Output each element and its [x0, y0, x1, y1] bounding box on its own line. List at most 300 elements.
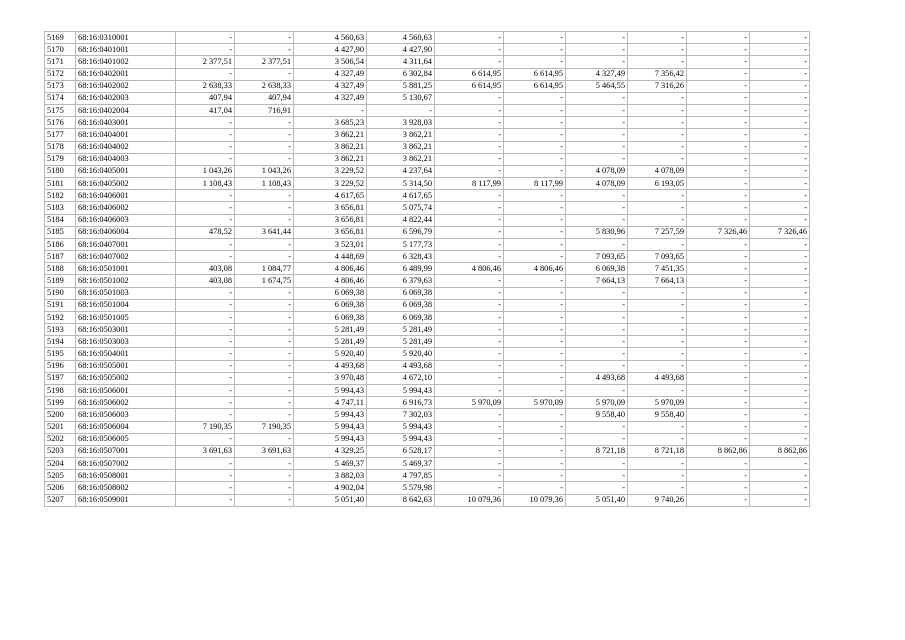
value-cell: - [435, 336, 504, 348]
value-cell: - [687, 263, 750, 275]
value-cell: 4 427,90 [367, 44, 435, 56]
value-cell: - [687, 458, 750, 470]
value-cell: - [750, 299, 810, 311]
value-cell: - [176, 372, 235, 384]
value-cell: - [176, 397, 235, 409]
value-cell: - [435, 117, 504, 129]
value-cell: - [687, 311, 750, 323]
table-row [45, 458, 810, 470]
value-cell: - [504, 445, 566, 457]
value-cell: 7 316,26 [628, 80, 687, 92]
value-cell: - [176, 324, 235, 336]
value-cell: - [235, 141, 294, 153]
cadastral-code-cell: 68:16:0310001 [76, 32, 176, 44]
value-cell: - [628, 92, 687, 104]
cadastral-code-cell: 68:16:0504001 [76, 348, 176, 360]
value-cell: - [750, 238, 810, 250]
table-row [45, 226, 810, 238]
cadastral-code-cell: 68:16:0508001 [76, 470, 176, 482]
value-cell: - [687, 32, 750, 44]
value-cell: - [504, 251, 566, 263]
value-cell: 10 079,36 [504, 494, 566, 506]
value-cell: - [750, 360, 810, 372]
value-cell: 4 327,49 [566, 68, 628, 80]
value-cell: - [628, 311, 687, 323]
value-cell: - [176, 44, 235, 56]
value-cell: - [176, 287, 235, 299]
value-cell: 4 806,46 [435, 263, 504, 275]
value-cell: - [294, 105, 367, 117]
value-cell: - [504, 360, 566, 372]
value-cell: - [435, 226, 504, 238]
value-cell: - [435, 372, 504, 384]
value-cell: - [176, 494, 235, 506]
value-cell: - [566, 153, 628, 165]
value-cell: - [628, 360, 687, 372]
value-cell: - [504, 165, 566, 177]
value-cell: - [176, 117, 235, 129]
value-cell: - [750, 494, 810, 506]
row-number-cell: 5203 [45, 445, 76, 457]
value-cell: 8 117,99 [504, 178, 566, 190]
value-cell: - [628, 105, 687, 117]
value-cell: - [435, 165, 504, 177]
value-cell: 5 994,43 [367, 433, 435, 445]
row-number-cell: 5185 [45, 226, 76, 238]
value-cell: - [750, 44, 810, 56]
value-cell: - [687, 165, 750, 177]
row-number-cell: 5184 [45, 214, 76, 226]
value-cell: - [235, 494, 294, 506]
value-cell: - [566, 287, 628, 299]
value-cell: 4 493,68 [628, 372, 687, 384]
value-cell: 4 822,44 [367, 214, 435, 226]
cadastral-code-cell: 68:16:0406002 [76, 202, 176, 214]
row-number-cell: 5183 [45, 202, 76, 214]
value-cell: 1 108,43 [176, 178, 235, 190]
value-cell: 5 970,09 [566, 397, 628, 409]
table-row [45, 68, 810, 80]
table-row [45, 324, 810, 336]
value-cell: - [504, 433, 566, 445]
value-cell: 4 493,68 [566, 372, 628, 384]
row-number-cell: 5190 [45, 287, 76, 299]
value-cell: - [176, 482, 235, 494]
table-row [45, 482, 810, 494]
value-cell: 3 506,54 [294, 56, 367, 68]
value-cell: - [235, 458, 294, 470]
value-cell: 3 656,81 [294, 202, 367, 214]
cadastral-code-cell: 68:16:0501002 [76, 275, 176, 287]
value-cell: 5 920,40 [367, 348, 435, 360]
row-number-cell: 5177 [45, 129, 76, 141]
value-cell: 4 427,90 [294, 44, 367, 56]
value-cell: 4 617,65 [367, 190, 435, 202]
value-cell: - [628, 117, 687, 129]
table-row [45, 190, 810, 202]
value-cell: - [367, 105, 435, 117]
row-number-cell: 5199 [45, 397, 76, 409]
value-cell: - [687, 190, 750, 202]
value-cell: - [435, 311, 504, 323]
value-cell: 4 493,68 [367, 360, 435, 372]
value-cell: - [435, 190, 504, 202]
value-cell: - [628, 324, 687, 336]
cadastral-code-cell: 68:16:0403001 [76, 117, 176, 129]
table-row [45, 384, 810, 396]
value-cell: - [176, 251, 235, 263]
value-cell: - [235, 470, 294, 482]
value-cell: 3 862,21 [294, 153, 367, 165]
value-cell: - [566, 56, 628, 68]
value-cell: - [750, 311, 810, 323]
row-number-cell: 5200 [45, 409, 76, 421]
value-cell: - [235, 482, 294, 494]
value-cell: 4 078,09 [566, 178, 628, 190]
value-cell: - [504, 190, 566, 202]
value-cell: - [750, 421, 810, 433]
value-cell: 478,52 [176, 226, 235, 238]
value-cell: - [176, 311, 235, 323]
table-row [45, 153, 810, 165]
value-cell: - [750, 190, 810, 202]
value-cell: - [687, 178, 750, 190]
value-cell: - [235, 397, 294, 409]
value-cell: 3 656,81 [294, 226, 367, 238]
value-cell: 4 327,49 [294, 92, 367, 104]
value-cell: 3 928,03 [367, 117, 435, 129]
value-cell: - [687, 372, 750, 384]
value-cell: - [566, 238, 628, 250]
value-cell: - [504, 311, 566, 323]
value-cell: - [176, 458, 235, 470]
value-cell: - [750, 141, 810, 153]
value-cell: - [687, 324, 750, 336]
cadastral-code-cell: 68:16:0405001 [76, 165, 176, 177]
value-cell: - [687, 251, 750, 263]
table-row [45, 336, 810, 348]
value-cell: - [566, 482, 628, 494]
value-cell: - [566, 324, 628, 336]
value-cell: - [504, 117, 566, 129]
value-cell: 716,91 [235, 105, 294, 117]
value-cell: - [176, 409, 235, 421]
value-cell: - [176, 470, 235, 482]
value-cell: - [566, 470, 628, 482]
value-cell: - [566, 311, 628, 323]
row-number-cell: 5176 [45, 117, 76, 129]
value-cell: 6 614,95 [504, 80, 566, 92]
value-cell: 4 311,64 [367, 56, 435, 68]
value-cell: 5 994,43 [294, 409, 367, 421]
value-cell: 7 093,65 [566, 251, 628, 263]
value-cell: - [504, 202, 566, 214]
value-cell: - [235, 324, 294, 336]
value-cell: 5 994,43 [367, 384, 435, 396]
value-cell: - [687, 287, 750, 299]
value-cell: - [504, 56, 566, 68]
value-cell: 4 672,10 [367, 372, 435, 384]
table-row [45, 275, 810, 287]
table-row [45, 80, 810, 92]
value-cell: 5 051,40 [294, 494, 367, 506]
value-cell: - [235, 372, 294, 384]
value-cell: - [628, 202, 687, 214]
value-cell: - [566, 105, 628, 117]
value-cell: 2 377,51 [176, 56, 235, 68]
value-cell: 3 882,03 [294, 470, 367, 482]
table-row [45, 129, 810, 141]
value-cell: - [504, 44, 566, 56]
value-cell: - [435, 421, 504, 433]
value-cell: - [750, 165, 810, 177]
table-row [45, 141, 810, 153]
row-number-cell: 5173 [45, 80, 76, 92]
value-cell: - [750, 409, 810, 421]
table-row [45, 92, 810, 104]
value-cell: - [628, 153, 687, 165]
value-cell: - [435, 384, 504, 396]
value-cell: - [435, 129, 504, 141]
value-cell: - [566, 421, 628, 433]
value-cell: 4 327,49 [294, 68, 367, 80]
value-cell: - [687, 117, 750, 129]
value-cell: - [176, 214, 235, 226]
value-cell: - [687, 153, 750, 165]
value-cell: - [435, 287, 504, 299]
table-body [45, 32, 810, 507]
value-cell: - [566, 214, 628, 226]
value-cell: - [750, 129, 810, 141]
value-cell: - [235, 129, 294, 141]
value-cell: - [435, 32, 504, 44]
value-cell: - [176, 32, 235, 44]
value-cell: 6 069,38 [566, 263, 628, 275]
value-cell: 5 281,49 [294, 336, 367, 348]
value-cell: 1 084,77 [235, 263, 294, 275]
value-cell: - [435, 214, 504, 226]
data-table [44, 31, 810, 507]
cadastral-code-cell: 68:16:0509001 [76, 494, 176, 506]
row-number-cell: 5169 [45, 32, 76, 44]
value-cell: 3 862,21 [367, 141, 435, 153]
value-cell: - [750, 68, 810, 80]
value-cell: 5 464,55 [566, 80, 628, 92]
value-cell: - [628, 384, 687, 396]
value-cell: - [628, 458, 687, 470]
value-cell: - [235, 251, 294, 263]
value-cell: 2 377,51 [235, 56, 294, 68]
value-cell: - [435, 92, 504, 104]
value-cell: 5 281,49 [367, 336, 435, 348]
value-cell: - [628, 141, 687, 153]
cadastral-code-cell: 68:16:0501004 [76, 299, 176, 311]
value-cell: - [235, 32, 294, 44]
row-number-cell: 5205 [45, 470, 76, 482]
value-cell: - [435, 482, 504, 494]
table-row [45, 360, 810, 372]
value-cell: 7 302,03 [367, 409, 435, 421]
row-number-cell: 5171 [45, 56, 76, 68]
value-cell: - [235, 202, 294, 214]
value-cell: 7 257,59 [628, 226, 687, 238]
value-cell: - [235, 384, 294, 396]
value-cell: 2 638,33 [176, 80, 235, 92]
value-cell: - [750, 470, 810, 482]
value-cell: - [687, 384, 750, 396]
row-number-cell: 5181 [45, 178, 76, 190]
value-cell: - [566, 190, 628, 202]
row-number-cell: 5198 [45, 384, 76, 396]
table-row [45, 299, 810, 311]
value-cell: - [176, 141, 235, 153]
value-cell: 7 326,46 [687, 226, 750, 238]
cadastral-code-cell: 68:16:0506003 [76, 409, 176, 421]
cadastral-code-cell: 68:16:0402002 [76, 80, 176, 92]
value-cell: - [504, 384, 566, 396]
value-cell: 6 069,38 [294, 287, 367, 299]
value-cell: 8 117,99 [435, 178, 504, 190]
value-cell: 407,94 [235, 92, 294, 104]
value-cell: - [566, 336, 628, 348]
value-cell: - [235, 299, 294, 311]
value-cell: - [504, 92, 566, 104]
value-cell: - [750, 348, 810, 360]
table-row [45, 372, 810, 384]
value-cell: - [435, 44, 504, 56]
value-cell: 6 596,79 [367, 226, 435, 238]
value-cell: 7 664,13 [566, 275, 628, 287]
value-cell: - [628, 129, 687, 141]
value-cell: - [235, 44, 294, 56]
value-cell: - [750, 178, 810, 190]
row-number-cell: 5206 [45, 482, 76, 494]
value-cell: 5 051,40 [566, 494, 628, 506]
cadastral-code-cell: 68:16:0501003 [76, 287, 176, 299]
value-cell: - [687, 494, 750, 506]
table-row [45, 56, 810, 68]
value-cell: - [628, 238, 687, 250]
value-cell: - [687, 105, 750, 117]
value-cell: - [687, 44, 750, 56]
value-cell: - [435, 275, 504, 287]
value-cell: - [235, 311, 294, 323]
value-cell: 3 691,63 [176, 445, 235, 457]
value-cell: 5 469,37 [294, 458, 367, 470]
row-number-cell: 5204 [45, 458, 76, 470]
value-cell: - [435, 141, 504, 153]
value-cell: - [435, 56, 504, 68]
value-cell: 4 617,65 [294, 190, 367, 202]
value-cell: - [435, 470, 504, 482]
value-cell: - [628, 470, 687, 482]
value-cell: - [504, 482, 566, 494]
value-cell: - [235, 117, 294, 129]
value-cell: 4 327,49 [294, 80, 367, 92]
value-cell: - [687, 409, 750, 421]
value-cell: 8 642,63 [367, 494, 435, 506]
table-row [45, 238, 810, 250]
value-cell: 5 177,73 [367, 238, 435, 250]
value-cell: - [176, 238, 235, 250]
value-cell: 6 069,38 [367, 299, 435, 311]
value-cell: 8 862,86 [687, 445, 750, 457]
row-number-cell: 5194 [45, 336, 76, 348]
value-cell: 2 638,33 [235, 80, 294, 92]
cadastral-code-cell: 68:16:0505002 [76, 372, 176, 384]
table-row [45, 348, 810, 360]
row-number-cell: 5178 [45, 141, 76, 153]
value-cell: - [750, 372, 810, 384]
cadastral-code-cell: 68:16:0402001 [76, 68, 176, 80]
value-cell: 3 641,44 [235, 226, 294, 238]
value-cell: - [628, 56, 687, 68]
value-cell: 6 528,17 [367, 445, 435, 457]
value-cell: 6 328,43 [367, 251, 435, 263]
value-cell: - [235, 68, 294, 80]
row-number-cell: 5179 [45, 153, 76, 165]
value-cell: 8 721,18 [566, 445, 628, 457]
table-row [45, 445, 810, 457]
value-cell: - [504, 226, 566, 238]
value-cell: 7 190,35 [235, 421, 294, 433]
value-cell: - [687, 92, 750, 104]
row-number-cell: 5193 [45, 324, 76, 336]
value-cell: 3 862,21 [367, 153, 435, 165]
value-cell: - [504, 421, 566, 433]
value-cell: 6 916,73 [367, 397, 435, 409]
value-cell: 1 674,75 [235, 275, 294, 287]
value-cell: - [687, 299, 750, 311]
value-cell: - [750, 433, 810, 445]
cadastral-code-cell: 68:16:0404003 [76, 153, 176, 165]
cadastral-code-cell: 68:16:0505001 [76, 360, 176, 372]
value-cell: 6 069,38 [294, 311, 367, 323]
value-cell: 5 130,67 [367, 92, 435, 104]
value-cell: - [176, 336, 235, 348]
value-cell: - [687, 202, 750, 214]
value-cell: - [435, 251, 504, 263]
value-cell: - [566, 32, 628, 44]
value-cell: 3 685,23 [294, 117, 367, 129]
value-cell: - [566, 384, 628, 396]
row-number-cell: 5195 [45, 348, 76, 360]
value-cell: 4 329,25 [294, 445, 367, 457]
cadastral-code-cell: 68:16:0501001 [76, 263, 176, 275]
table-row [45, 433, 810, 445]
value-cell: 5 579,98 [367, 482, 435, 494]
row-number-cell: 5187 [45, 251, 76, 263]
value-cell: - [566, 117, 628, 129]
table-row [45, 117, 810, 129]
value-cell: - [435, 153, 504, 165]
cadastral-code-cell: 68:16:0402003 [76, 92, 176, 104]
value-cell: - [750, 153, 810, 165]
value-cell: - [435, 360, 504, 372]
value-cell: - [566, 433, 628, 445]
row-number-cell: 5201 [45, 421, 76, 433]
value-cell: 5 881,25 [367, 80, 435, 92]
cadastral-code-cell: 68:16:0508002 [76, 482, 176, 494]
value-cell: 5 994,43 [294, 384, 367, 396]
value-cell: - [750, 324, 810, 336]
table-row [45, 397, 810, 409]
value-cell: 4 806,46 [294, 275, 367, 287]
value-cell: - [687, 397, 750, 409]
value-cell: 6 069,38 [367, 311, 435, 323]
value-cell: - [435, 238, 504, 250]
value-cell: 3 656,81 [294, 214, 367, 226]
